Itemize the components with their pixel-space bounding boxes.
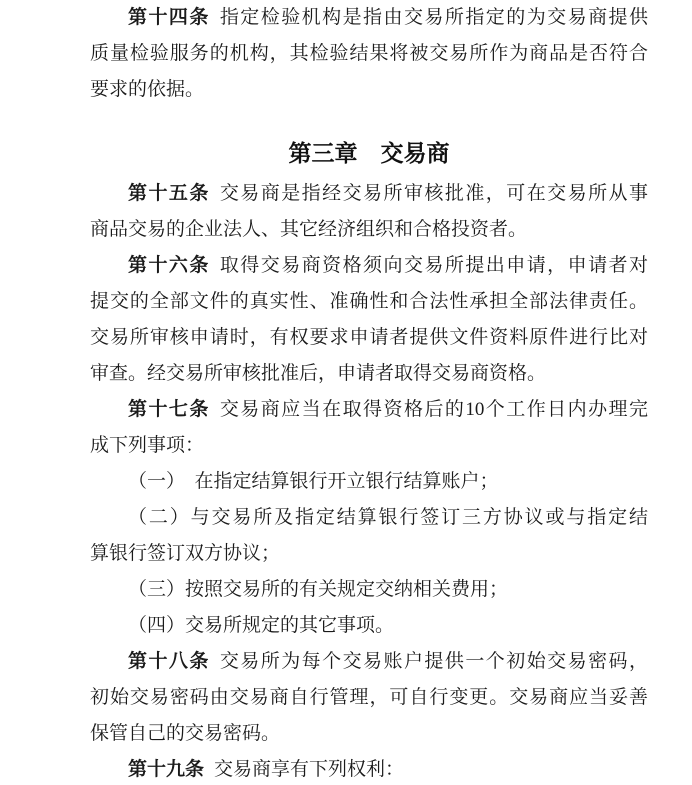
text-line: [90, 176, 648, 212]
article-15-text: 交易商是指经交易所审核批准，可在交易所从事: [219, 183, 648, 204]
text-line: 商品交易的企业法人、其它经济组织和合格投资者。: [90, 219, 528, 240]
list-item-line: （一） 在指定结算银行开立银行结算账户；: [128, 471, 499, 492]
text-line: [90, 0, 648, 36]
article-18-text: 交易所为每个交易账户提供一个初始交易密码，: [219, 651, 648, 672]
text-line: 初始交易密码由交易商自行管理，可自行变更。交易商应当妥善: [90, 687, 648, 708]
text-line: [90, 392, 648, 428]
text-line: 交易所审核申请时，有权要求申请者提供文件资料原件进行比对: [90, 327, 648, 348]
text-line: 提交的全部文件的真实性、准确性和合法性承担全部法律责任。: [90, 291, 648, 312]
article-17-text: 交易商应当在取得资格后的10个工作日内办理完: [219, 399, 648, 420]
article-14-number: 第十四条: [128, 7, 210, 28]
text-line: 审查。经交易所审核批准后，申请者取得交易商资格。: [90, 363, 547, 384]
article-15: [90, 176, 648, 248]
list-item-line: 算银行签订双方协议；: [90, 543, 281, 564]
chapter-heading: 第三章 交易商: [288, 141, 450, 166]
article-14-text: 指定检验机构是指由交易所指定的为交易商提供: [219, 7, 648, 28]
article-18-number: 第十八条: [128, 651, 210, 672]
article-17-number: 第十七条: [128, 399, 210, 420]
article-17-item-1: [90, 464, 648, 500]
article-17-item-4: [90, 608, 648, 644]
text-line: [90, 248, 648, 284]
text-line: [90, 644, 648, 680]
article-16-number: 第十六条: [128, 255, 210, 276]
article-17-item-2: [90, 500, 648, 572]
text-line: 质量检验服务的机构，其检验结果将被交易所作为商品是否符合: [90, 43, 648, 64]
article-17-item-3: [90, 572, 648, 608]
article-16: [90, 248, 648, 392]
text-line: [90, 752, 648, 785]
text-line: 保管自己的交易密码。: [90, 723, 281, 744]
article-19-text: 交易商享有下列权利：: [214, 759, 405, 780]
article-14: [90, 0, 648, 108]
article-18: [90, 644, 648, 752]
article-19-number: 第十九条: [128, 759, 205, 780]
text-line: 要求的依据。: [90, 79, 205, 100]
article-17: [90, 392, 648, 464]
list-item-line: （四）交易所规定的其它事项。: [128, 615, 395, 636]
article-19: [90, 752, 648, 785]
article-16-text: 取得交易商资格须向交易所提出申请，申请者对: [219, 255, 648, 276]
list-item-line: （三）按照交易所的有关规定交纳相关费用；: [128, 579, 509, 600]
list-item-line: （二）与交易所及指定结算银行签订三方协议或与指定结: [128, 507, 648, 528]
article-15-number: 第十五条: [128, 183, 210, 204]
text-line: 成下列事项：: [90, 435, 205, 456]
